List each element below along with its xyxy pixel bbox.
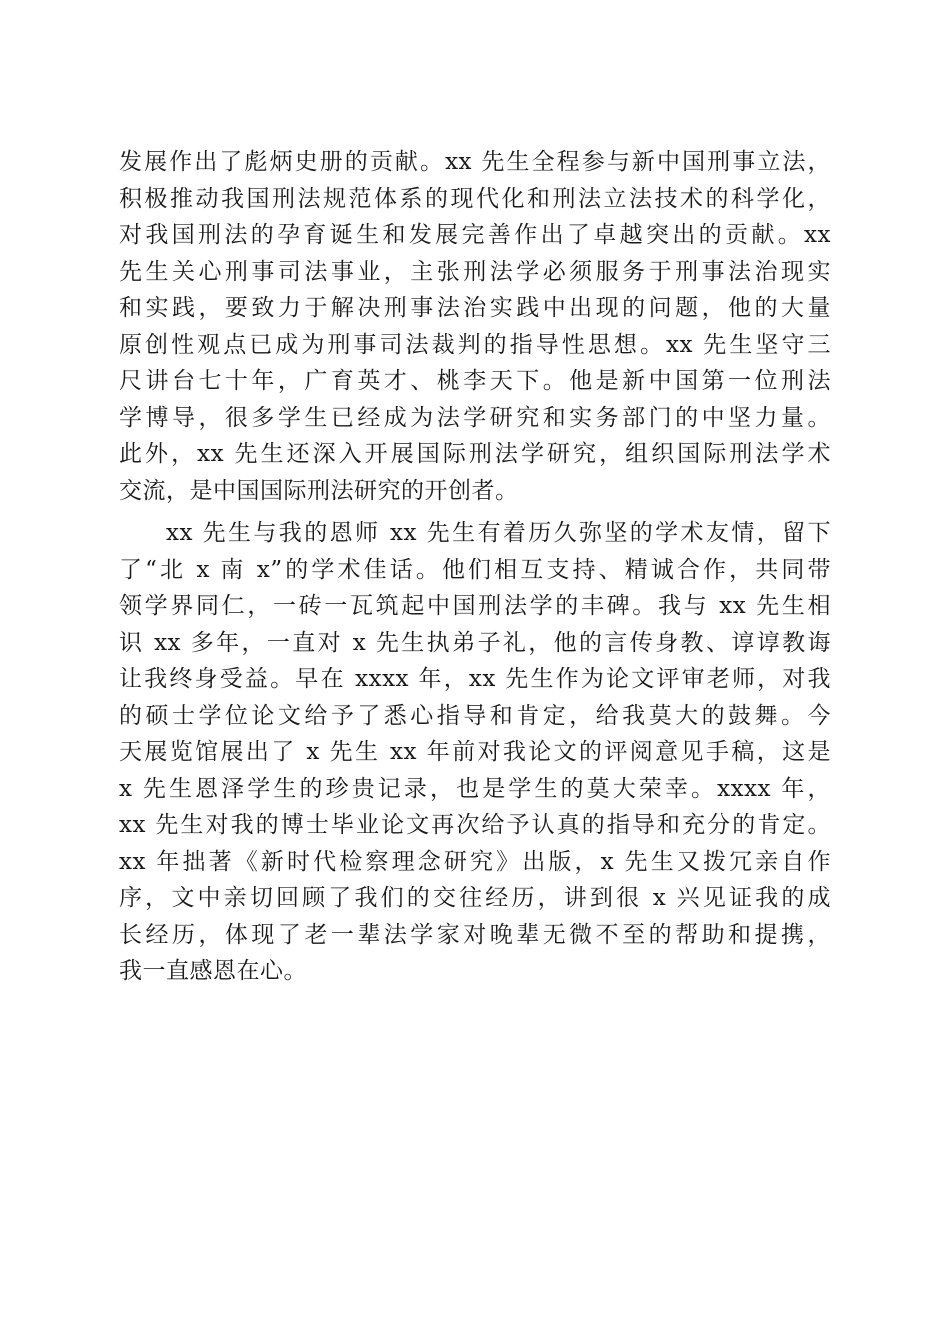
text-line: 了“北 x 南 x”的学术佳话。他们相互支持、精诚合作，共同带 (119, 556, 831, 583)
text-line: 序，文中亲切回顾了我们的交往经历，讲到很 x 兴见证我的成 (119, 885, 831, 911)
paragraph-2 (119, 515, 831, 990)
text-line: xx 先生与我的恩师 xx 先生有着历久弥坚的学术友情，留下 (166, 520, 831, 546)
text-line: 原创性观点已成为刑事司法裁判的指导性思想。xx 先生坚守三 (119, 331, 831, 358)
text-line: x 先生恩泽学生的珍贵记录，也是学生的莫大荣幸。xxxx 年， (119, 775, 831, 802)
text-line: 此外，xx 先生还深入开展国际刑法学研究，组织国际刑法学术 (119, 441, 831, 467)
text-line: 让我终身受益。早在 xxxx 年，xx 先生作为论文评审老师，对我 (119, 666, 831, 692)
text-line: 我一直感恩在心。 (119, 958, 307, 984)
text-line: 积极推动我国刑法规范体系的现代化和刑法立法技术的科学化， (119, 185, 831, 212)
text-line: 交流，是中国国际刑法研究的开创者。 (119, 477, 519, 504)
text-line: 天展览馆展出了 x 先生 xx 年前对我论文的评阅意见手稿，这是 (119, 739, 831, 765)
text-line: 尺讲台七十年，广育英才、桃李天下。他是新中国第一位刑法 (119, 368, 831, 394)
text-line: 领学界同仁，一砖一瓦筑起中国刑法学的丰碑。我与 xx 先生相 (119, 593, 831, 619)
text-line: 学博导，很多学生已经成为法学研究和实务部门的中坚力量。 (119, 404, 831, 431)
text-line: xx 先生对我的博士毕业论文再次给予认真的指导和充分的肯定。 (119, 812, 831, 838)
text-line: 先生关心刑事司法事业，主张刑法学必须服务于刑事法治现实 (119, 258, 831, 285)
text-line: 对我国刑法的孕育诞生和发展完善作出了卓越突出的贡献。xx (119, 222, 831, 248)
text-line: xx 年拙著《新时代检察理念研究》出版，x 先生又拨冗亲自作 (119, 848, 831, 875)
text-line: 长经历，体现了老一辈法学家对晚辈无微不至的帮助和提携， (119, 921, 831, 948)
text-line: 发展作出了彪炳史册的贡献。xx 先生全程参与新中国刑事立法， (119, 149, 831, 175)
text-line: 和实践，要致力于解决刑事法治实践中出现的问题，他的大量 (119, 295, 831, 321)
paragraph-1 (119, 144, 831, 509)
document-body (119, 144, 831, 990)
text-line: 的硕士学位论文给予了悉心指导和肯定，给我莫大的鼓舞。今 (119, 702, 831, 729)
text-line: 识 xx 多年，一直对 x 先生执弟子礼，他的言传身教、谆谆教诲 (119, 629, 831, 656)
